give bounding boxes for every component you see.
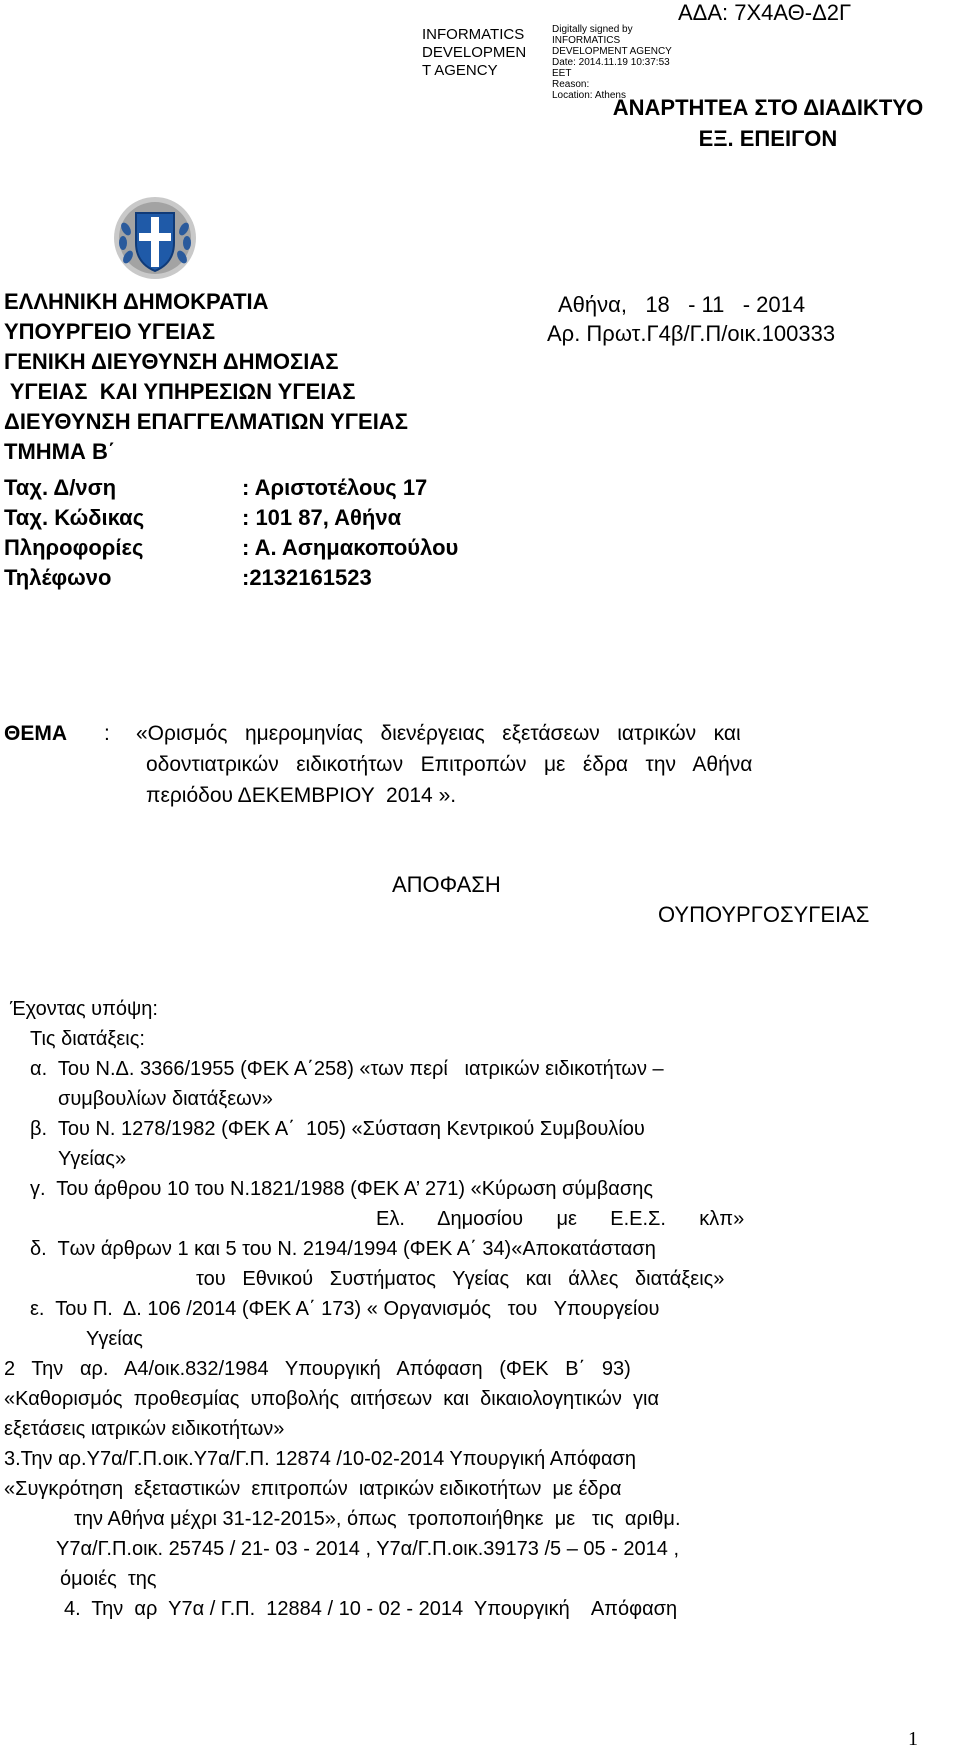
header-line: ΔΙΕΥΘΥΝΣΗ ΕΠΑΓΓΕΛΜΑΤΙΩΝ ΥΓΕΙΑΣ: [4, 409, 408, 434]
ministry-header: [4, 287, 408, 467]
body-line: 3.Την αρ.Υ7α/Γ.Π.οικ.Υ7α/Γ.Π. 12874 /10-02-2014 Υπουργική Απόφαση: [4, 1448, 637, 1470]
signature-org-line: T AGENCY: [422, 62, 498, 79]
body-line: «Συγκρότηση εξεταστικών επιτροπών ιατρικών ειδικοτήτων με έδρα: [4, 1478, 622, 1500]
body-line: Υγείας»: [58, 1148, 127, 1170]
header-line: ΥΓΕΙΑΣ ΚΑΙ ΥΠΗΡΕΣΙΩΝ ΥΓΕΙΑΣ: [4, 379, 356, 404]
protocol-number: Αρ. Πρωτ.Γ4β/Γ.Π/οικ.100333: [547, 321, 836, 346]
subject-label: ΘΕΜΑ: [4, 722, 67, 745]
contact-row: [4, 533, 459, 563]
subject-line: οδοντιατρικών ειδικοτήτων Επιτροπών με έδρα την Αθήνα: [146, 753, 753, 776]
contact-label: Τηλέφωνο: [4, 565, 112, 590]
upload-note-line: ΑΝΑΡΤΗΤΕΑ ΣΤΟ ΔΙΑΔΙΚΤΥΟ: [612, 95, 924, 120]
body-line: του Εθνικού Συστήματος Υγείας και άλλες διατάξεις»: [196, 1268, 725, 1290]
signature-detail-line: DEVELOPMENT AGENCY: [552, 46, 672, 57]
header-line: ΤΜΗΜΑ Β΄: [4, 439, 116, 464]
body-line: εξετάσεις ιατρικών ειδικοτήτων»: [4, 1418, 285, 1440]
body-line: όμοιές της: [60, 1568, 157, 1590]
body-line: Ελ. Δημοσίου με Ε.Ε.Σ. κλπ»: [376, 1208, 745, 1230]
upload-note: [578, 92, 958, 154]
signature-detail-line: Date: 2014.11.19 10:37:53: [552, 57, 670, 68]
body-line: Υγείας: [86, 1328, 143, 1350]
signature-details: [552, 24, 672, 101]
body-line: 2 Την αρ. Α4/οικ.832/1984 Υπουργική Απόφαση (ΦΕΚ Β΄ 93): [4, 1358, 631, 1380]
coat-of-arms-icon: [112, 195, 198, 281]
body-line: γ. Του άρθρου 10 του Ν.1821/1988 (ΦΕΚ Α’ 271) «Κύρωση σύμβασης: [30, 1178, 653, 1200]
subject-line: «Ορισμός ημερομηνίας διενέργειας εξετάσεων ιατρικών και: [136, 722, 741, 745]
decision-title: ΑΠΟΦΑΣΗ: [392, 872, 501, 897]
signature-detail-line: INFORMATICS: [552, 35, 621, 46]
body-line: α. Του Ν.Δ. 3366/1955 (ΦΕΚ Α΄258) «των περί ιατρικών ειδικοτήτων –: [30, 1058, 664, 1080]
signature-detail-line: Digitally signed by: [552, 24, 633, 35]
upload-note-line: ΕΞ. ΕΠΕΙΓΟΝ: [698, 126, 838, 151]
subject-line: περιόδου ΔΕΚΕΜΒΡΙΟΥ 2014 ».: [146, 784, 457, 807]
body-line: β. Του Ν. 1278/1982 (ΦΕΚ Α΄ 105) «Σύσταση Κεντρικού Συμβουλίου: [30, 1118, 645, 1140]
contact-row: [4, 503, 402, 533]
document-date: Αθήνα, 18 - 11 - 2014: [558, 292, 806, 317]
contact-row: [4, 563, 372, 593]
header-line: ΥΠΟΥΡΓΕΙΟ ΥΓΕΙΑΣ: [4, 319, 216, 344]
body-line: Υ7α/Γ.Π.οικ. 25745 / 21- 03 - 2014 , Υ7α/Γ.Π.οικ.39173 /5 – 05 - 2014 ,: [56, 1538, 679, 1560]
body-line: την Αθήνα μέχρι 31-12-2015», όπως τροποποιήθηκε με τις αριθμ.: [74, 1508, 681, 1530]
contact-label: Ταχ. Κώδικας: [4, 505, 145, 530]
signature-org: [422, 26, 526, 80]
minister-title: ΟΥΠΟΥΡΓΟΣΥΓΕΙΑΣ: [658, 902, 870, 927]
contact-value: : Α. Ασημακοπούλου: [242, 535, 459, 560]
body-line: Έχοντας υπόψη:: [10, 998, 158, 1020]
contact-value: :2132161523: [242, 565, 372, 590]
subject-colon: :: [104, 722, 110, 745]
contact-info: [4, 473, 459, 593]
contact-label: Ταχ. Δ/νση: [4, 475, 117, 500]
signature-org-line: DEVELOPMEN: [422, 44, 527, 61]
contact-value: : Αριστοτέλους 17: [242, 475, 428, 500]
header-line: ΕΛΛΗΝΙΚΗ ΔΗΜΟΚΡΑΤΙΑ: [4, 289, 269, 314]
signature-org-line: INFORMATICS: [422, 26, 525, 43]
body-line: δ. Των άρθρων 1 και 5 του Ν. 2194/1994 (ΦΕΚ Α΄ 34)«Αποκατάσταση: [30, 1238, 656, 1260]
contact-row: [4, 473, 428, 503]
header-line: ΓΕΝΙΚΗ ΔΙΕΥΘΥΝΣΗ ΔΗΜΟΣΙΑΣ: [4, 349, 339, 374]
contact-label: Πληροφορίες: [4, 535, 144, 560]
body-line: συμβουλίων διατάξεων»: [58, 1088, 273, 1110]
body-line: 4. Την αρ Υ7α / Γ.Π. 12884 / 10 - 02 - 2014 Υπουργική Απόφαση: [64, 1598, 678, 1620]
signature-detail-line: EET: [552, 68, 572, 79]
contact-value: : 101 87, Αθήνα: [242, 505, 402, 530]
body-line: Τις διατάξεις:: [30, 1028, 145, 1050]
page-number: 1: [908, 1728, 918, 1750]
signature-detail-line: Reason:: [552, 79, 590, 90]
body-line: ε. Του Π. Δ. 106 /2014 (ΦΕΚ Α΄ 173) « Οργανισμός του Υπουργείου: [30, 1298, 660, 1320]
ada-code: ΑΔΑ: 7Χ4ΑΘ-Δ2Γ: [678, 0, 852, 25]
signature-detail-line: Location: Athens: [552, 90, 626, 101]
body-line: «Καθορισμός προθεσμίας υποβολής αιτήσεων και δικαιολογητικών για: [4, 1388, 659, 1410]
